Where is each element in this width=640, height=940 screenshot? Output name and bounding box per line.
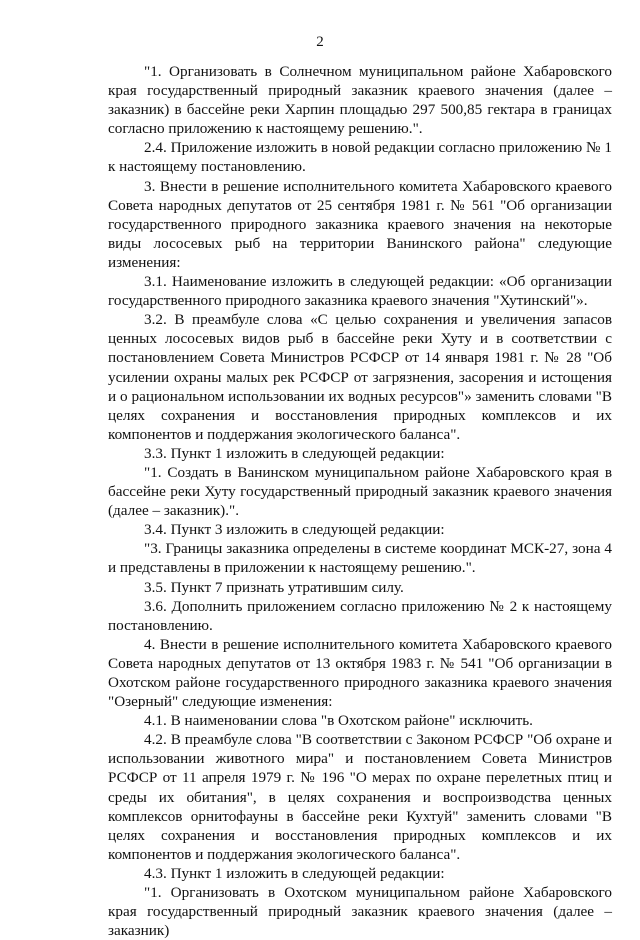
paragraph: 2.4. Приложение изложить в новой редакции согласно приложению № 1 к настоящему постановлению. (108, 139, 612, 176)
paragraph: "1. Организовать в Солнечном муниципальном районе Хабаровского края государственный природный заказник краевого значения (далее – заказник) в бассейне реки Харпин площадью 297 500,85 гектара в границах согласно приложению к настоящему решению.". (108, 63, 612, 138)
paragraph: "3. Границы заказника определены в системе координат МСК-27, зона 4 и представлены в приложении к настоящему решению.". (108, 540, 612, 577)
paragraph: 4.3. Пункт 1 изложить в следующей редакции: (144, 864, 445, 882)
paragraph: 3.2. В преамбуле слова «С целью сохранения и увеличения запасов ценных лососевых видов рыб в бассейне реки Хуту и в соответствии с постановлением Совета Министров РСФСР от 14 января 1981 г. № 28 "Об усилении охраны малых рек РСФСР от загрязнения, засорения и истощения и о рациональном использовании их водных ресурсов"» заменить словами "В целях сохранения и восстановления природных комплексов и их компонентов и поддержания экологического баланса". (108, 311, 612, 443)
paragraph: 4. Внести в решение исполнительного комитета Хабаровского краевого Совета народных депутатов от 13 октября 1983 г. № 541 "Об организации в Охотском районе государственного природного заказника краевого значения "Озерный" следующие изменения: (108, 635, 612, 711)
paragraph: 3.4. Пункт 3 изложить в следующей редакции: (144, 521, 445, 539)
paragraph: "1. Создать в Ванинском муниципальном районе Хабаровского края в бассейне реки Хуту государственный природный заказник краевого значения (далее – заказник).". (108, 463, 612, 520)
paragraph: 4.1. В наименовании слова "в Охотском районе" исключить. (144, 712, 533, 730)
paragraph: 3.5. Пункт 7 признать утратившим силу. (144, 578, 404, 596)
paragraph: 3.3. Пункт 1 изложить в следующей редакции: (144, 444, 445, 462)
document-body (108, 62, 612, 940)
paragraph: 4.2. В преамбуле слова "В соответствии с Законом РСФСР "Об охране и использовании животного мира" и постановлением Совета Министров РСФСР от 11 апреля 1979 г. № 196 "О мерах по охране перелетных птиц и среды их обитания", в целях сохранения и воспроизводства ценных комплексов орнитофауны в бассейне реки Кухтуй" заменить словами "В целях сохранения и восстановления природных комплексов и их компонентов и поддержания экологического баланса". (108, 731, 612, 863)
paragraph: 3.6. Дополнить приложением согласно приложению № 2 к настоящему постановлению. (108, 597, 612, 634)
paragraph: "1. Организовать в Охотском муниципальном районе Хабаровского края государственный природный заказник краевого значения (далее – заказник) (108, 884, 612, 940)
page-number: 2 (316, 34, 324, 50)
paragraph: 3. Внести в решение исполнительного комитета Хабаровского краевого Совета народных депутатов от 25 сентября 1981 г. № 561 "Об организации государственного природного заказника краевого значения на некоторые виды лососевых рыб на территории Ванинского района" следующие изменения: (108, 177, 612, 271)
paragraph: 3.1. Наименование изложить в следующей редакции: «Об организации государственного природного заказника краевого значения "Хутинский"». (108, 273, 612, 310)
